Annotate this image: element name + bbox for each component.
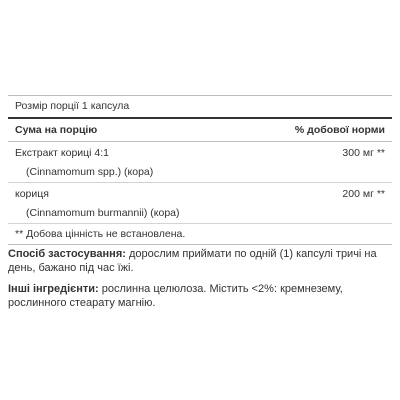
usage-paragraph [8, 247, 392, 275]
daily-value-heading: % добової норми [294, 124, 385, 136]
other-ingredients-label: Інші інгредієнти: [8, 283, 99, 295]
other-ingredients-text: рослинна целюлоза. Містить <2%: кремнезему, рослинного стеарату магнію. [8, 283, 343, 309]
ingredient-row [8, 183, 392, 224]
other-ingredients-paragraph [8, 282, 392, 310]
ingredient-amount: 200 мг ** [342, 188, 385, 200]
daily-value-footnote: ** Добова цінність не встановлена. [15, 228, 186, 240]
ingredient-source: (Cinnamomum burmannii) (кора) [26, 207, 180, 219]
ingredient-row [8, 142, 392, 183]
ingredient-source: (Cinnamomum spp.) (кора) [26, 166, 154, 178]
ingredient-name: кориця [15, 188, 49, 200]
serving-size: Розмір порції 1 капсула [8, 96, 392, 119]
amount-per-serving-heading: Сума на порцію [15, 124, 98, 136]
ingredient-name: Екстракт кориці 4:1 [15, 147, 110, 159]
supplement-facts-table [8, 95, 392, 245]
usage-label: Спосіб застосування: [8, 248, 126, 260]
ingredient-amount: 300 мг ** [342, 147, 385, 159]
usage-text: дорослим приймати по одній (1) капсулі тричі на день, бажано під час їжі. [8, 248, 377, 274]
facts-header-row [8, 119, 392, 142]
